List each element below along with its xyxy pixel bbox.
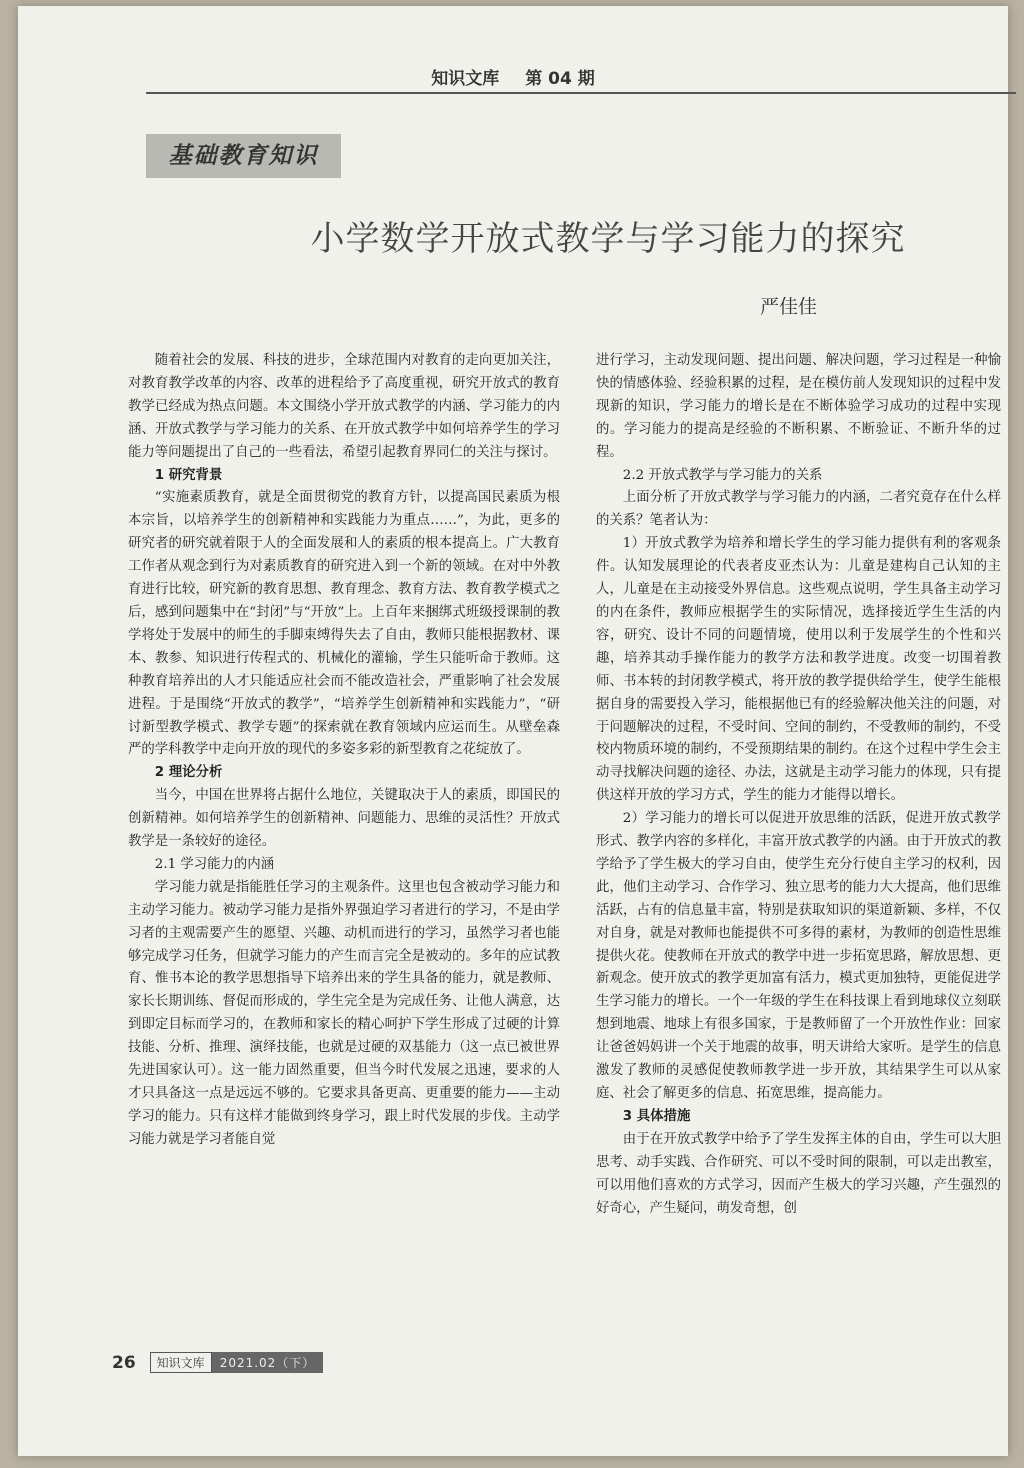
header-rule <box>146 92 1016 94</box>
paragraph: 随着社会的发展、科技的进步，全球范围内对教育的走向更加关注，对教育教学改革的内容、改革的进程给予了高度重视，研究开放式的教育教学已经成为热点问题。本文围绕小学开放式教学的内涵、学习能力的内涵、开放式教学与学习能力的关系、在开放式教学中如何培养学生的学习能力等问题提出了自己的一些看法，希望引起教育界同仁的关注与探讨。 <box>128 353 560 460</box>
page-footer <box>112 1352 323 1373</box>
subsection-heading: 2.2 开放式教学与学习能力的关系 <box>622 467 823 483</box>
paragraph: “实施素质教育，就是全面贯彻党的教育方针，以提高国民素质为根本宗旨，以培养学生的创新精神和实践能力为重点……”，为此，更多的研究者的研究就着限于人的全面发展和人的素质的根本提高上。广大教育工作者从观念到行为对素质教育的研究进入到一个新的领域。在对中外教育进行比较，研究新的教育思想、教育理念、教育方法、教育教学模式之后，感到问题集中在“封闭”与“开放”上。上百年来捆绑式班级授课制的教学将处于发展中的师生的手脚束缚得失去了自由，教师只能根据教材、课本、教参、知识进行传程式的、机械化的灌输，学生只能听命于教师。这种教育培养出的人才只能适应社会而不能改造社会，严重影响了社会发展进程。于是围绕“开放式的教学”，“培养学生创新精神和实践能力”，“研讨新型教学模式、教学专题”的探索就在教育领域内应运而生。从壁垒森严的学科教学中走向开放的现代的多姿多彩的新型教育之花绽放了。 <box>128 490 560 758</box>
paragraph: 1）开放式教学为培养和增长学生的学习能力提供有利的客观条件。认知发展理论的代表者皮亚杰认为：儿童是建构自己认知的主人，儿童是在主动接受外界信息。这些观点说明，学生具备主动学习的内在条件，教师应根据学生的实际情况，选择接近学生生活的内容，研究、设计不同的问题情境，使用以利于发展学生的个性和兴趣，培养其动手操作能力的教学方法和教学进度。改变一切围着教师、书本转的封闭教学模式，将开放的教学提供给学生，使学生能根据自身的需要投入学习，能根据他已有的经验解决他关注的问题，对于问题解决的过程，不受时间、空间的制约，不受教师的制约，不受校内物质环境的制约，不受预期结果的制约。在这个过程中学生会主动寻找解决问题的途径、办法，这就是主动学习能力的体现，只有提供这样开放的学习方式，学生的能力才能得以增长。 <box>596 536 1001 804</box>
header-journal: 知识文库 <box>431 69 500 89</box>
running-header <box>18 64 1008 89</box>
paragraph: 当今，中国在世界将占据什么地位，关键取决于人的素质，即国民的创新精神。如何培养学生的创新精神、问题能力、思维的灵活性？开放式教学是一条较好的途径。 <box>128 788 560 850</box>
section-heading: 2 理论分析 <box>154 765 223 781</box>
footer-date: 2021.02（下） <box>212 1352 324 1373</box>
paragraph: 学习能力就是指能胜任学习的主观条件。这里也包含被动学习能力和主动学习能力。被动学习能力是指外界强迫学习者进行的学习，不是由学习者的主观需要产生的愿望、兴趣、动机而进行的学习，虽然学习者也能够完成学习任务，但就学习能力的产生而言完全是被动的。多年的应试教育、惟书本论的教学思想指导下培养出来的学生具备的能力，就是教师、家长长期训练、督促而形成的，学生完全是为完成任务、让他人满意，达到即定目标而学习的，在教师和家长的精心呵护下学生形成了过硬的计算技能、分析、推理、演绎技能，也就是过硬的双基能力（这一点已被世界先进国家认可）。这一能力固然重要，但当今时代发展之迅速，要求的人才只具备这一点是远远不够的。它要求具备更高、更重要的能力——主动学习的能力。只有这样才能做到终身学习，跟上时代发展的步伐。主动学习能力就是学习者能自觉 <box>128 879 560 1147</box>
paragraph: 2）学习能力的增长可以促进开放思维的活跃，促进开放式教学形式、教学内容的多样化，丰富开放式教学的内涵。由于开放式的教学给予了学生极大的学习自由，使学生充分行使自主学习的权利，因此，他们主动学习、合作学习、独立思考的能力大大提高，他们思维活跃，占有的信息量丰富，特别是获取知识的渠道新颖、多样，不仅对自身，就是对教师也能提供不可多得的素材，为教师的创造性思维提供火花。使教师在开放式的教学中进一步拓宽思路，解放思想、更新观念。使开放式的教学更加富有活力，模式更加独特，更能促进学生学习能力的增长。一个一年级的学生在科技课上看到地球仪立刻联想到地震、地球上有很多国家，于是教师留了一个开放性作业：回家让爸爸妈妈讲一个关于地震的故事，明天讲给大家听。是学生的信息激发了教师的灵感促使教师教学进一步开放，其结果学生可以从家庭、社会了解更多的信息、拓宽思维，提高能力。 <box>596 811 1001 1101</box>
paragraph: 由于在开放式教学中给予了学生发挥主体的自由，学生可以大胆思考、动手实践、合作研究、可以不受时间的限制，可以走出教室，可以用他们喜欢的方式学习，因而产生极大的学习兴趣，产生强烈的好奇心，产生疑问，萌发奇想，创 <box>596 1131 1001 1216</box>
subsection-heading: 2.1 学习能力的内涵 <box>154 856 275 872</box>
right-column <box>596 350 1001 1220</box>
paragraph: 上面分析了开放式教学与学习能力的内涵，二者究竟存在什么样的关系？笔者认为： <box>596 490 1001 529</box>
journal-page <box>18 6 1008 1456</box>
left-column <box>128 350 560 1152</box>
footer-journal: 知识文库 <box>150 1352 212 1373</box>
article-author: 严佳佳 <box>760 296 818 318</box>
header-issue: 第 04 期 <box>525 69 595 89</box>
section-heading: 3 具体措施 <box>622 1108 691 1124</box>
article-title: 小学数学开放式教学与学习能力的探究 <box>310 219 906 259</box>
paragraph: 进行学习，主动发现问题、提出问题、解决问题，学习过程是一种愉快的情感体验、经验积累的过程，是在模仿前人发现知识的过程中发现新的知识，学习能力的增长是在不断体验学习成功的过程中实现的。学习能力的提高是经验的不断积累、不断验证、不断升华的过程。 <box>596 353 1001 460</box>
section-heading: 1 研究背景 <box>154 467 223 483</box>
section-tag: 基础教育知识 <box>146 134 341 178</box>
page-number: 26 <box>112 1352 136 1373</box>
